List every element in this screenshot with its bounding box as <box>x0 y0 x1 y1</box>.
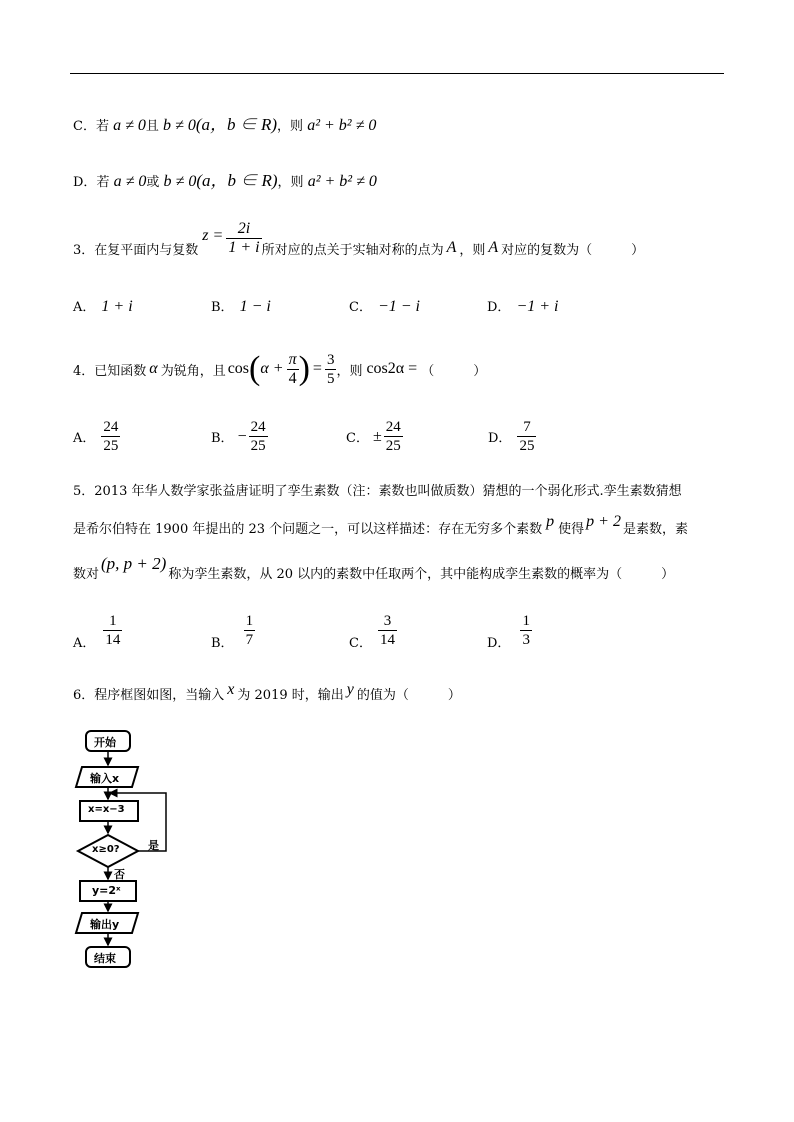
q4-option-b: B． − $\frac{24}{25}$ <box>211 419 266 454</box>
flowchart-lines <box>70 725 180 975</box>
q3-option-b: B． 1 − i <box>211 298 271 315</box>
conclusion: a² + b² ≠ 0 <box>307 117 377 134</box>
option-label: D． <box>73 175 97 190</box>
flow-input: 输入x <box>90 772 120 785</box>
flowchart <box>70 725 180 975</box>
condition-b: b ≠ 0 <box>163 173 197 190</box>
flow-condition: x≥0? <box>92 844 120 855</box>
q5-line-1: 5．2013 年华人数学家张益唐证明了孪生素数（注：素数也叫做质数）猜想的一个弱化形式.孪生素数猜想 <box>73 484 682 499</box>
flow-yes-label: 是 <box>148 839 159 852</box>
q5-option-a: A． $\frac{1}{14}$ <box>73 613 121 651</box>
flow-output: 输出y <box>90 918 120 931</box>
three-fifths: $\frac{3}{5}$ <box>326 351 335 387</box>
q3-option-a: A． 1 + i <box>73 298 133 315</box>
pi-over-4: $\frac{\pi}{4}$ <box>288 350 297 387</box>
q4-option-a: A． $\frac{24}{25}$ <box>73 419 119 454</box>
option-d-line: D．若 a ≠ 0或 b ≠ 0(a，b ∈ R)，则 a² + b² ≠ 0 <box>73 171 377 190</box>
flow-compute: y=2ˣ <box>92 884 121 897</box>
question-3: 3．在复平面内与复数 z = $\frac{2i}{1 + i}$ 所对应的点关于实轴对称的点为 A ，则 A 对应的复数为（ ） <box>73 219 645 258</box>
condition-b: b ≠ 0 <box>163 117 196 134</box>
flow-assign: x=x−3 <box>88 804 125 815</box>
q5-line-3: 数对 (p, p + 2) 称为孪生素数，从 20 以内的素数中任取两个，其中能构成孪生素数的概率为（ ） <box>73 554 675 582</box>
condition-a: a ≠ 0 <box>113 173 147 190</box>
z-symbol: z = <box>202 227 224 244</box>
q3-option-d: D． −1 + i <box>487 298 559 315</box>
condition-a: a ≠ 0 <box>113 117 146 134</box>
option-c-line: C．若 a ≠ 0且 b ≠ 0(a，b ∈ R)，则 a² + b² ≠ 0 <box>73 115 377 134</box>
q5-option-b: B． $\frac{1}{7}$ <box>211 613 254 651</box>
q5-line-2: 是希尔伯特在 1900 年提出的 23 个问题之一，可以这样描述：存在无穷多个素数 p 使得 p + 2 是素数，素 <box>73 512 688 537</box>
flow-start: 开始 <box>94 736 116 749</box>
flow-end: 结束 <box>94 952 116 965</box>
q3-prefix: 3．在复平面内与复数 <box>73 242 199 258</box>
domain-note: (a，b ∈ R) <box>195 115 278 134</box>
flow-no-label: 否 <box>114 868 125 881</box>
header-rule <box>70 73 724 74</box>
q4-option-c: C． ± $\frac{24}{25}$ <box>346 419 401 454</box>
q4-option-d: D． $\frac{7}{25}$ <box>488 419 535 454</box>
q3-fraction: $\frac{2i}{1 + i}$ <box>228 219 260 256</box>
question-4: 4．已知函数 α 为锐角，且 cos ( α + $\frac{\pi}{4}$ ) = $\frac{3}{5}$ ，则 cos2α = （ ） <box>73 350 487 387</box>
question-6: 6．程序框图如图，当输入 x 为 2019 时，输出 y 的值为（ ） <box>73 680 461 703</box>
option-label: C． <box>73 119 96 134</box>
q5-option-d: D． $\frac{1}{3}$ <box>487 613 530 651</box>
q5-option-c: C． $\frac{3}{14}$ <box>349 613 395 651</box>
q3-option-c: C． −1 − i <box>349 298 420 315</box>
conclusion: a² + b² ≠ 0 <box>307 173 377 190</box>
domain-note: (a，b ∈ R) <box>196 171 278 190</box>
